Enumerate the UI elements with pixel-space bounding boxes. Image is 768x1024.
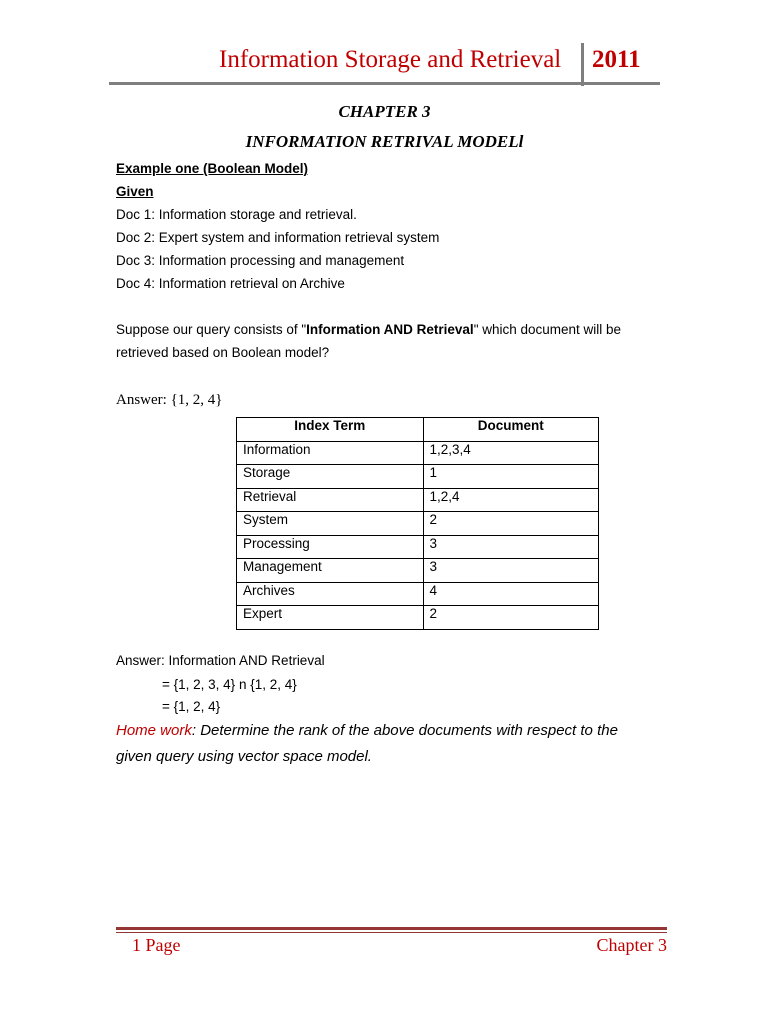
table-cell: 3 bbox=[423, 535, 598, 559]
header-rule bbox=[109, 82, 660, 85]
table-cell: 4 bbox=[423, 582, 598, 606]
table-row bbox=[237, 441, 599, 465]
homework-label: Home work bbox=[116, 722, 192, 739]
doc-line: Doc 2: Expert system and information retrieval system bbox=[116, 230, 440, 245]
question-line-2: retrieved based on Boolean model? bbox=[116, 345, 330, 360]
table-row bbox=[237, 559, 599, 583]
footer-page-number: 1 Page bbox=[132, 935, 181, 955]
table-cell: Processing bbox=[237, 535, 424, 559]
table-cell: Storage bbox=[237, 465, 424, 489]
header-separator bbox=[581, 43, 584, 86]
footer-chapter: Chapter 3 bbox=[596, 935, 667, 955]
table-row bbox=[237, 535, 599, 559]
section-title: INFORMATION RETRIVAL MODELl bbox=[245, 132, 524, 151]
table-cell: 2 bbox=[423, 512, 598, 536]
given-heading: Given bbox=[116, 184, 154, 199]
table-cell: Management bbox=[237, 559, 424, 583]
table-cell: 1,2,4 bbox=[423, 488, 598, 512]
answer-set: Answer: {1, 2, 4} bbox=[116, 392, 223, 408]
header-title: Information Storage and Retrieval bbox=[219, 46, 562, 73]
homework-line-1 bbox=[116, 722, 618, 739]
table-row bbox=[237, 582, 599, 606]
table-cell: Information bbox=[237, 441, 424, 465]
example-heading: Example one (Boolean Model) bbox=[116, 161, 309, 176]
index-term-table bbox=[236, 417, 599, 630]
table-row bbox=[237, 465, 599, 489]
table-row bbox=[237, 488, 599, 512]
footer-rule bbox=[116, 932, 667, 933]
header-year: 2011 bbox=[592, 46, 641, 73]
table-cell: System bbox=[237, 512, 424, 536]
table-cell: Archives bbox=[237, 582, 424, 606]
doc-line: Doc 1: Information storage and retrieval. bbox=[116, 207, 357, 222]
homework-line-2: given query using vector space model. bbox=[116, 748, 372, 765]
answer-derivation-line: = {1, 2, 3, 4} n {1, 2, 4} bbox=[162, 677, 297, 692]
table-row bbox=[237, 606, 599, 630]
question-query: Information AND Retrieval bbox=[306, 322, 474, 337]
question-line-1 bbox=[116, 322, 621, 337]
chapter-title: CHAPTER 3 bbox=[338, 102, 431, 121]
answer-derivation-line: Answer: Information AND Retrieval bbox=[116, 653, 325, 668]
question-prefix: Suppose our query consists of " bbox=[116, 322, 307, 337]
answer-derivation-line: = {1, 2, 4} bbox=[162, 699, 221, 714]
homework-text: : Determine the rank of the above documents with respect to the bbox=[191, 722, 618, 739]
table-header-cell: Index Term bbox=[237, 418, 424, 442]
question-suffix: " which document will be bbox=[473, 322, 622, 337]
table-header-cell: Document bbox=[423, 418, 598, 442]
footer-rule bbox=[116, 927, 667, 930]
table-cell: Expert bbox=[237, 606, 424, 630]
table-header-row bbox=[237, 418, 599, 442]
table-row bbox=[237, 512, 599, 536]
table-cell: 1 bbox=[423, 465, 598, 489]
table-cell: 1,2,3,4 bbox=[423, 441, 598, 465]
doc-line: Doc 3: Information processing and management bbox=[116, 253, 405, 268]
table-cell: 3 bbox=[423, 559, 598, 583]
table-cell: 2 bbox=[423, 606, 598, 630]
doc-line: Doc 4: Information retrieval on Archive bbox=[116, 276, 345, 291]
table-cell: Retrieval bbox=[237, 488, 424, 512]
